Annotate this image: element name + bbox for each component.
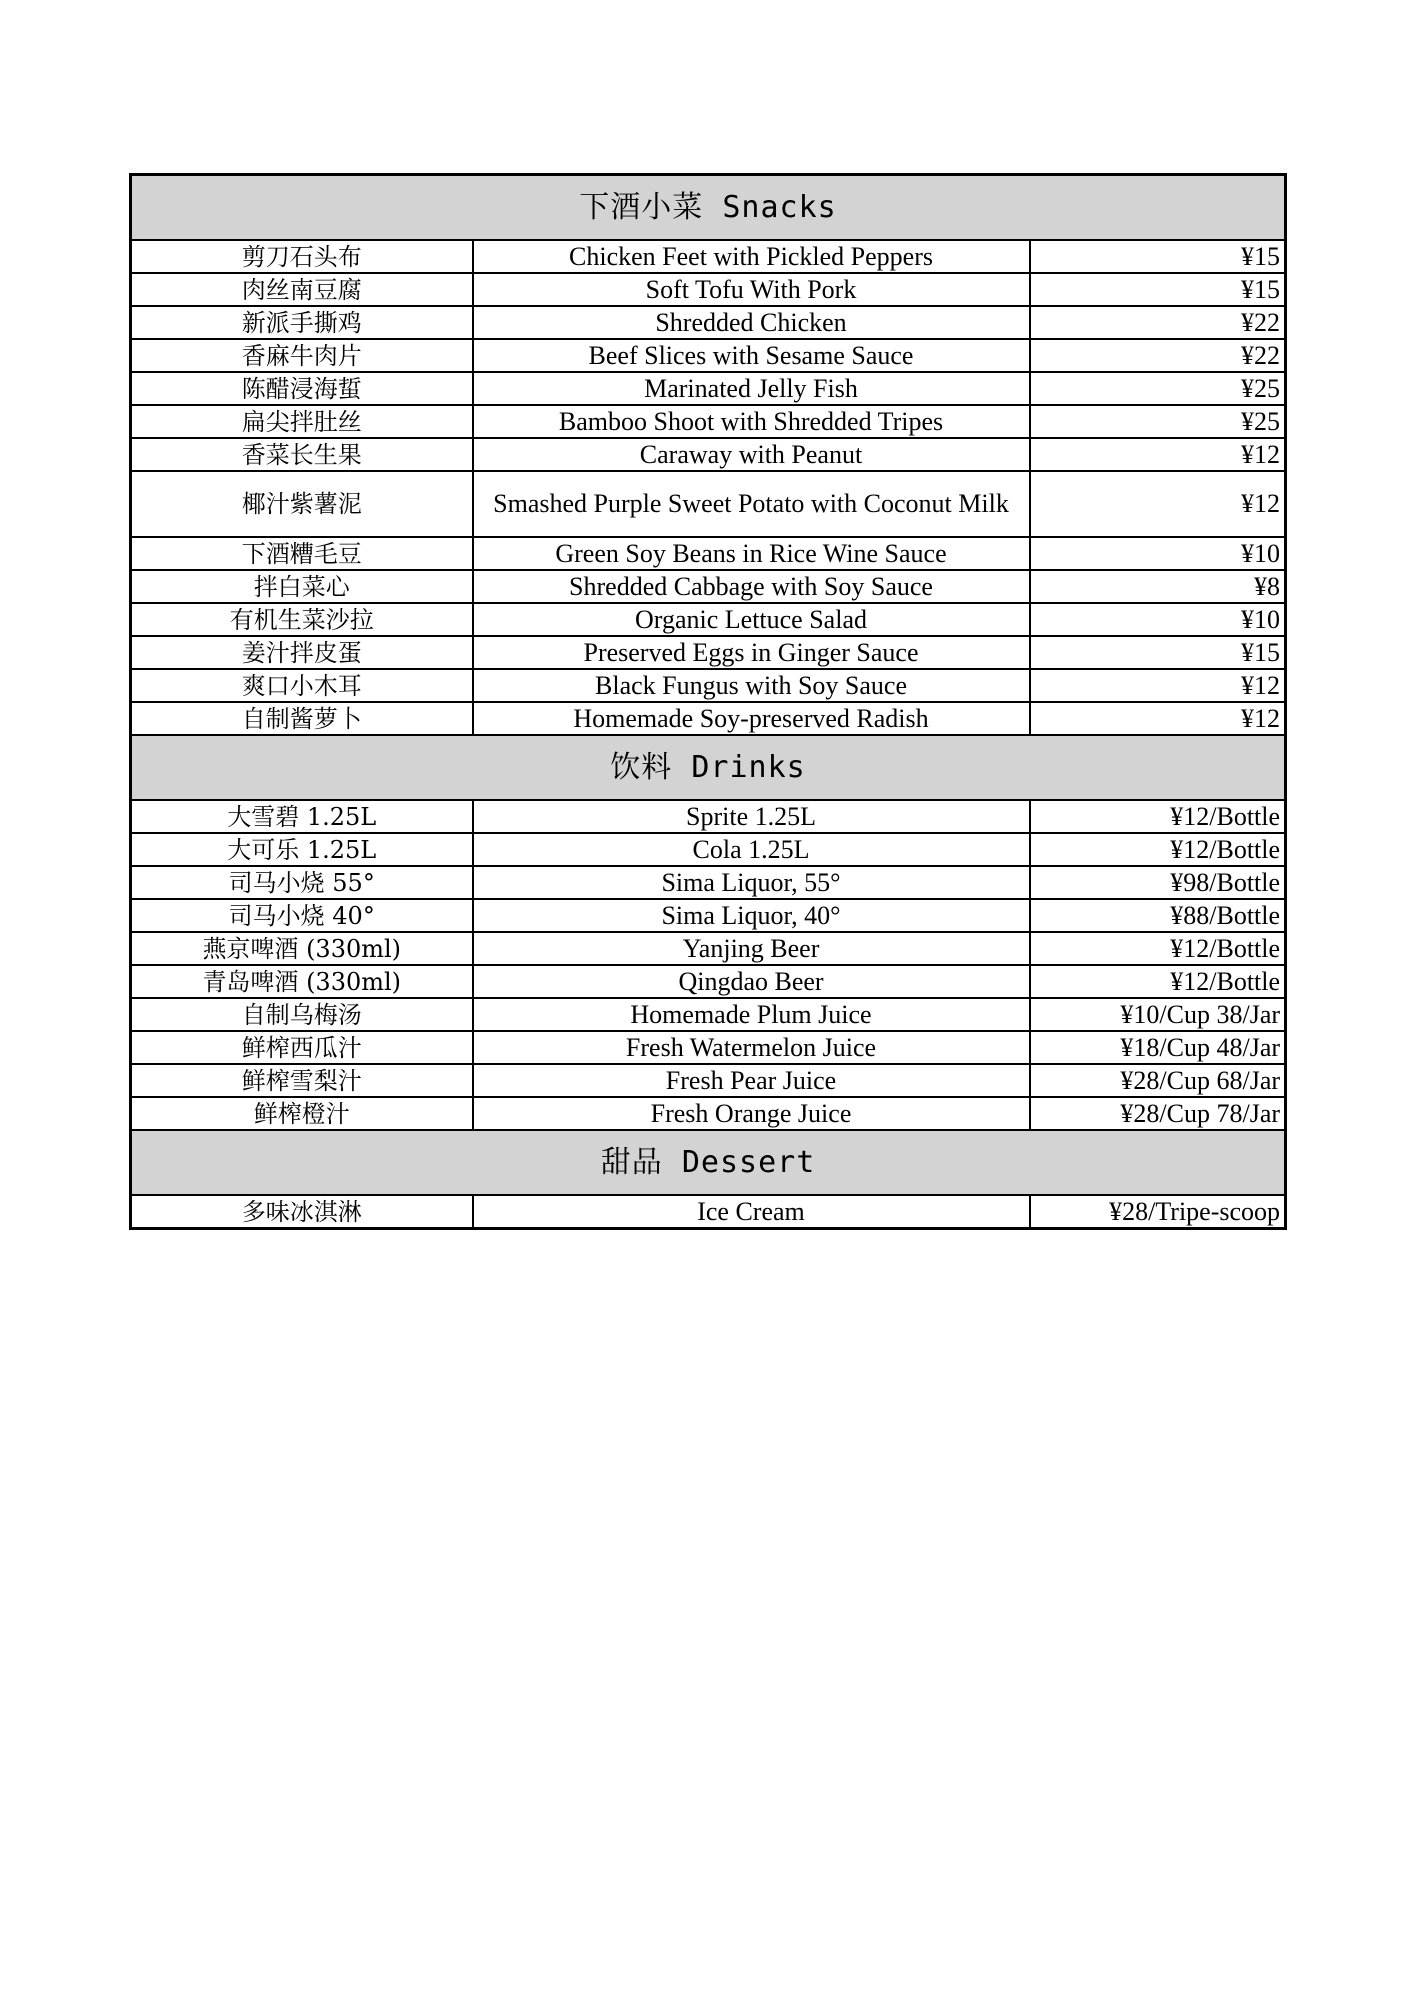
menu-item-row [131,1195,1286,1229]
item-english-name: Beef Slices with Sesame Sauce [473,339,1030,372]
item-english-name: Cola 1.25L [473,833,1030,866]
item-english-name: Sima Liquor, 55° [473,866,1030,899]
item-price: ¥25 [1030,405,1286,438]
section-title: 下酒小菜 Snacks [131,175,1286,241]
menu-item-row [131,405,1286,438]
menu-item-row [131,965,1286,998]
menu-item-row [131,306,1286,339]
item-english-name: Ice Cream [473,1195,1030,1229]
menu-item-row [131,471,1286,537]
item-chinese-name: 香麻牛肉片 [131,339,473,372]
menu-table-body [131,175,1286,1229]
item-chinese-name: 爽口小木耳 [131,669,473,702]
item-english-name: Marinated Jelly Fish [473,372,1030,405]
item-english-name: Homemade Plum Juice [473,998,1030,1031]
menu-item-row [131,899,1286,932]
item-english-name: Sima Liquor, 40° [473,899,1030,932]
item-price: ¥12/Bottle [1030,932,1286,965]
menu-item-row [131,800,1286,833]
item-english-name: Fresh Pear Juice [473,1064,1030,1097]
item-price: ¥88/Bottle [1030,899,1286,932]
section-header-row [131,1130,1286,1195]
menu-item-row [131,273,1286,306]
menu-item-row [131,932,1286,965]
menu-item-row [131,339,1286,372]
item-chinese-name: 有机生菜沙拉 [131,603,473,636]
item-english-name: Green Soy Beans in Rice Wine Sauce [473,537,1030,570]
section-title: 饮料 Drinks [131,735,1286,800]
item-english-name: Chicken Feet with Pickled Peppers [473,240,1030,273]
item-price: ¥28/Tripe-scoop [1030,1195,1286,1229]
item-price: ¥98/Bottle [1030,866,1286,899]
item-price: ¥10 [1030,603,1286,636]
item-price: ¥10/Cup 38/Jar [1030,998,1286,1031]
section-header-row [131,175,1286,241]
item-chinese-name: 大雪碧 1.25L [131,800,473,833]
item-chinese-name: 鲜榨雪梨汁 [131,1064,473,1097]
item-chinese-name: 新派手撕鸡 [131,306,473,339]
item-english-name: Sprite 1.25L [473,800,1030,833]
item-english-name: Bamboo Shoot with Shredded Tripes [473,405,1030,438]
item-chinese-name: 司马小烧 55° [131,866,473,899]
item-chinese-name: 大可乐 1.25L [131,833,473,866]
menu-item-row [131,702,1286,735]
item-chinese-name: 扁尖拌肚丝 [131,405,473,438]
item-english-name: Shredded Chicken [473,306,1030,339]
item-english-name: Black Fungus with Soy Sauce [473,669,1030,702]
item-price: ¥25 [1030,372,1286,405]
item-price: ¥15 [1030,636,1286,669]
menu-item-row [131,1097,1286,1130]
menu-item-row [131,1031,1286,1064]
menu-item-row [131,998,1286,1031]
item-price: ¥12 [1030,471,1286,537]
item-chinese-name: 青岛啤酒 (330ml) [131,965,473,998]
item-price: ¥18/Cup 48/Jar [1030,1031,1286,1064]
item-english-name: Shredded Cabbage with Soy Sauce [473,570,1030,603]
menu-item-row [131,570,1286,603]
item-chinese-name: 多味冰淇淋 [131,1195,473,1229]
item-chinese-name: 剪刀石头布 [131,240,473,273]
item-price: ¥12 [1030,438,1286,471]
item-price: ¥10 [1030,537,1286,570]
item-price: ¥15 [1030,240,1286,273]
item-chinese-name: 肉丝南豆腐 [131,273,473,306]
menu-item-row [131,372,1286,405]
section-title: 甜品 Dessert [131,1130,1286,1195]
item-english-name: Caraway with Peanut [473,438,1030,471]
menu-item-row [131,866,1286,899]
item-chinese-name: 陈醋浸海蜇 [131,372,473,405]
item-price: ¥8 [1030,570,1286,603]
item-price: ¥12 [1030,702,1286,735]
menu-item-row [131,1064,1286,1097]
menu-item-row [131,240,1286,273]
item-chinese-name: 拌白菜心 [131,570,473,603]
item-english-name: Yanjing Beer [473,932,1030,965]
menu-item-row [131,438,1286,471]
item-chinese-name: 鲜榨橙汁 [131,1097,473,1130]
item-price: ¥12/Bottle [1030,833,1286,866]
item-chinese-name: 司马小烧 40° [131,899,473,932]
item-chinese-name: 姜汁拌皮蛋 [131,636,473,669]
item-price: ¥12 [1030,669,1286,702]
item-english-name: Organic Lettuce Salad [473,603,1030,636]
menu-table [129,173,1287,1230]
section-header-row [131,735,1286,800]
item-price: ¥22 [1030,339,1286,372]
item-english-name: Preserved Eggs in Ginger Sauce [473,636,1030,669]
item-english-name: Fresh Watermelon Juice [473,1031,1030,1064]
item-chinese-name: 椰汁紫薯泥 [131,471,473,537]
item-chinese-name: 下酒糟毛豆 [131,537,473,570]
item-english-name: Smashed Purple Sweet Potato with Coconut Milk [473,471,1030,537]
item-chinese-name: 香菜长生果 [131,438,473,471]
item-price: ¥12/Bottle [1030,800,1286,833]
menu-item-row [131,603,1286,636]
item-chinese-name: 鲜榨西瓜汁 [131,1031,473,1064]
item-english-name: Homemade Soy-preserved Radish [473,702,1030,735]
item-chinese-name: 自制乌梅汤 [131,998,473,1031]
item-english-name: Soft Tofu With Pork [473,273,1030,306]
menu-item-row [131,833,1286,866]
menu-item-row [131,537,1286,570]
menu-item-row [131,636,1286,669]
item-chinese-name: 自制酱萝卜 [131,702,473,735]
item-price: ¥28/Cup 78/Jar [1030,1097,1286,1130]
item-chinese-name: 燕京啤酒 (330ml) [131,932,473,965]
item-price: ¥28/Cup 68/Jar [1030,1064,1286,1097]
item-price: ¥15 [1030,273,1286,306]
menu-item-row [131,669,1286,702]
item-english-name: Fresh Orange Juice [473,1097,1030,1130]
item-price: ¥22 [1030,306,1286,339]
item-english-name: Qingdao Beer [473,965,1030,998]
item-price: ¥12/Bottle [1030,965,1286,998]
